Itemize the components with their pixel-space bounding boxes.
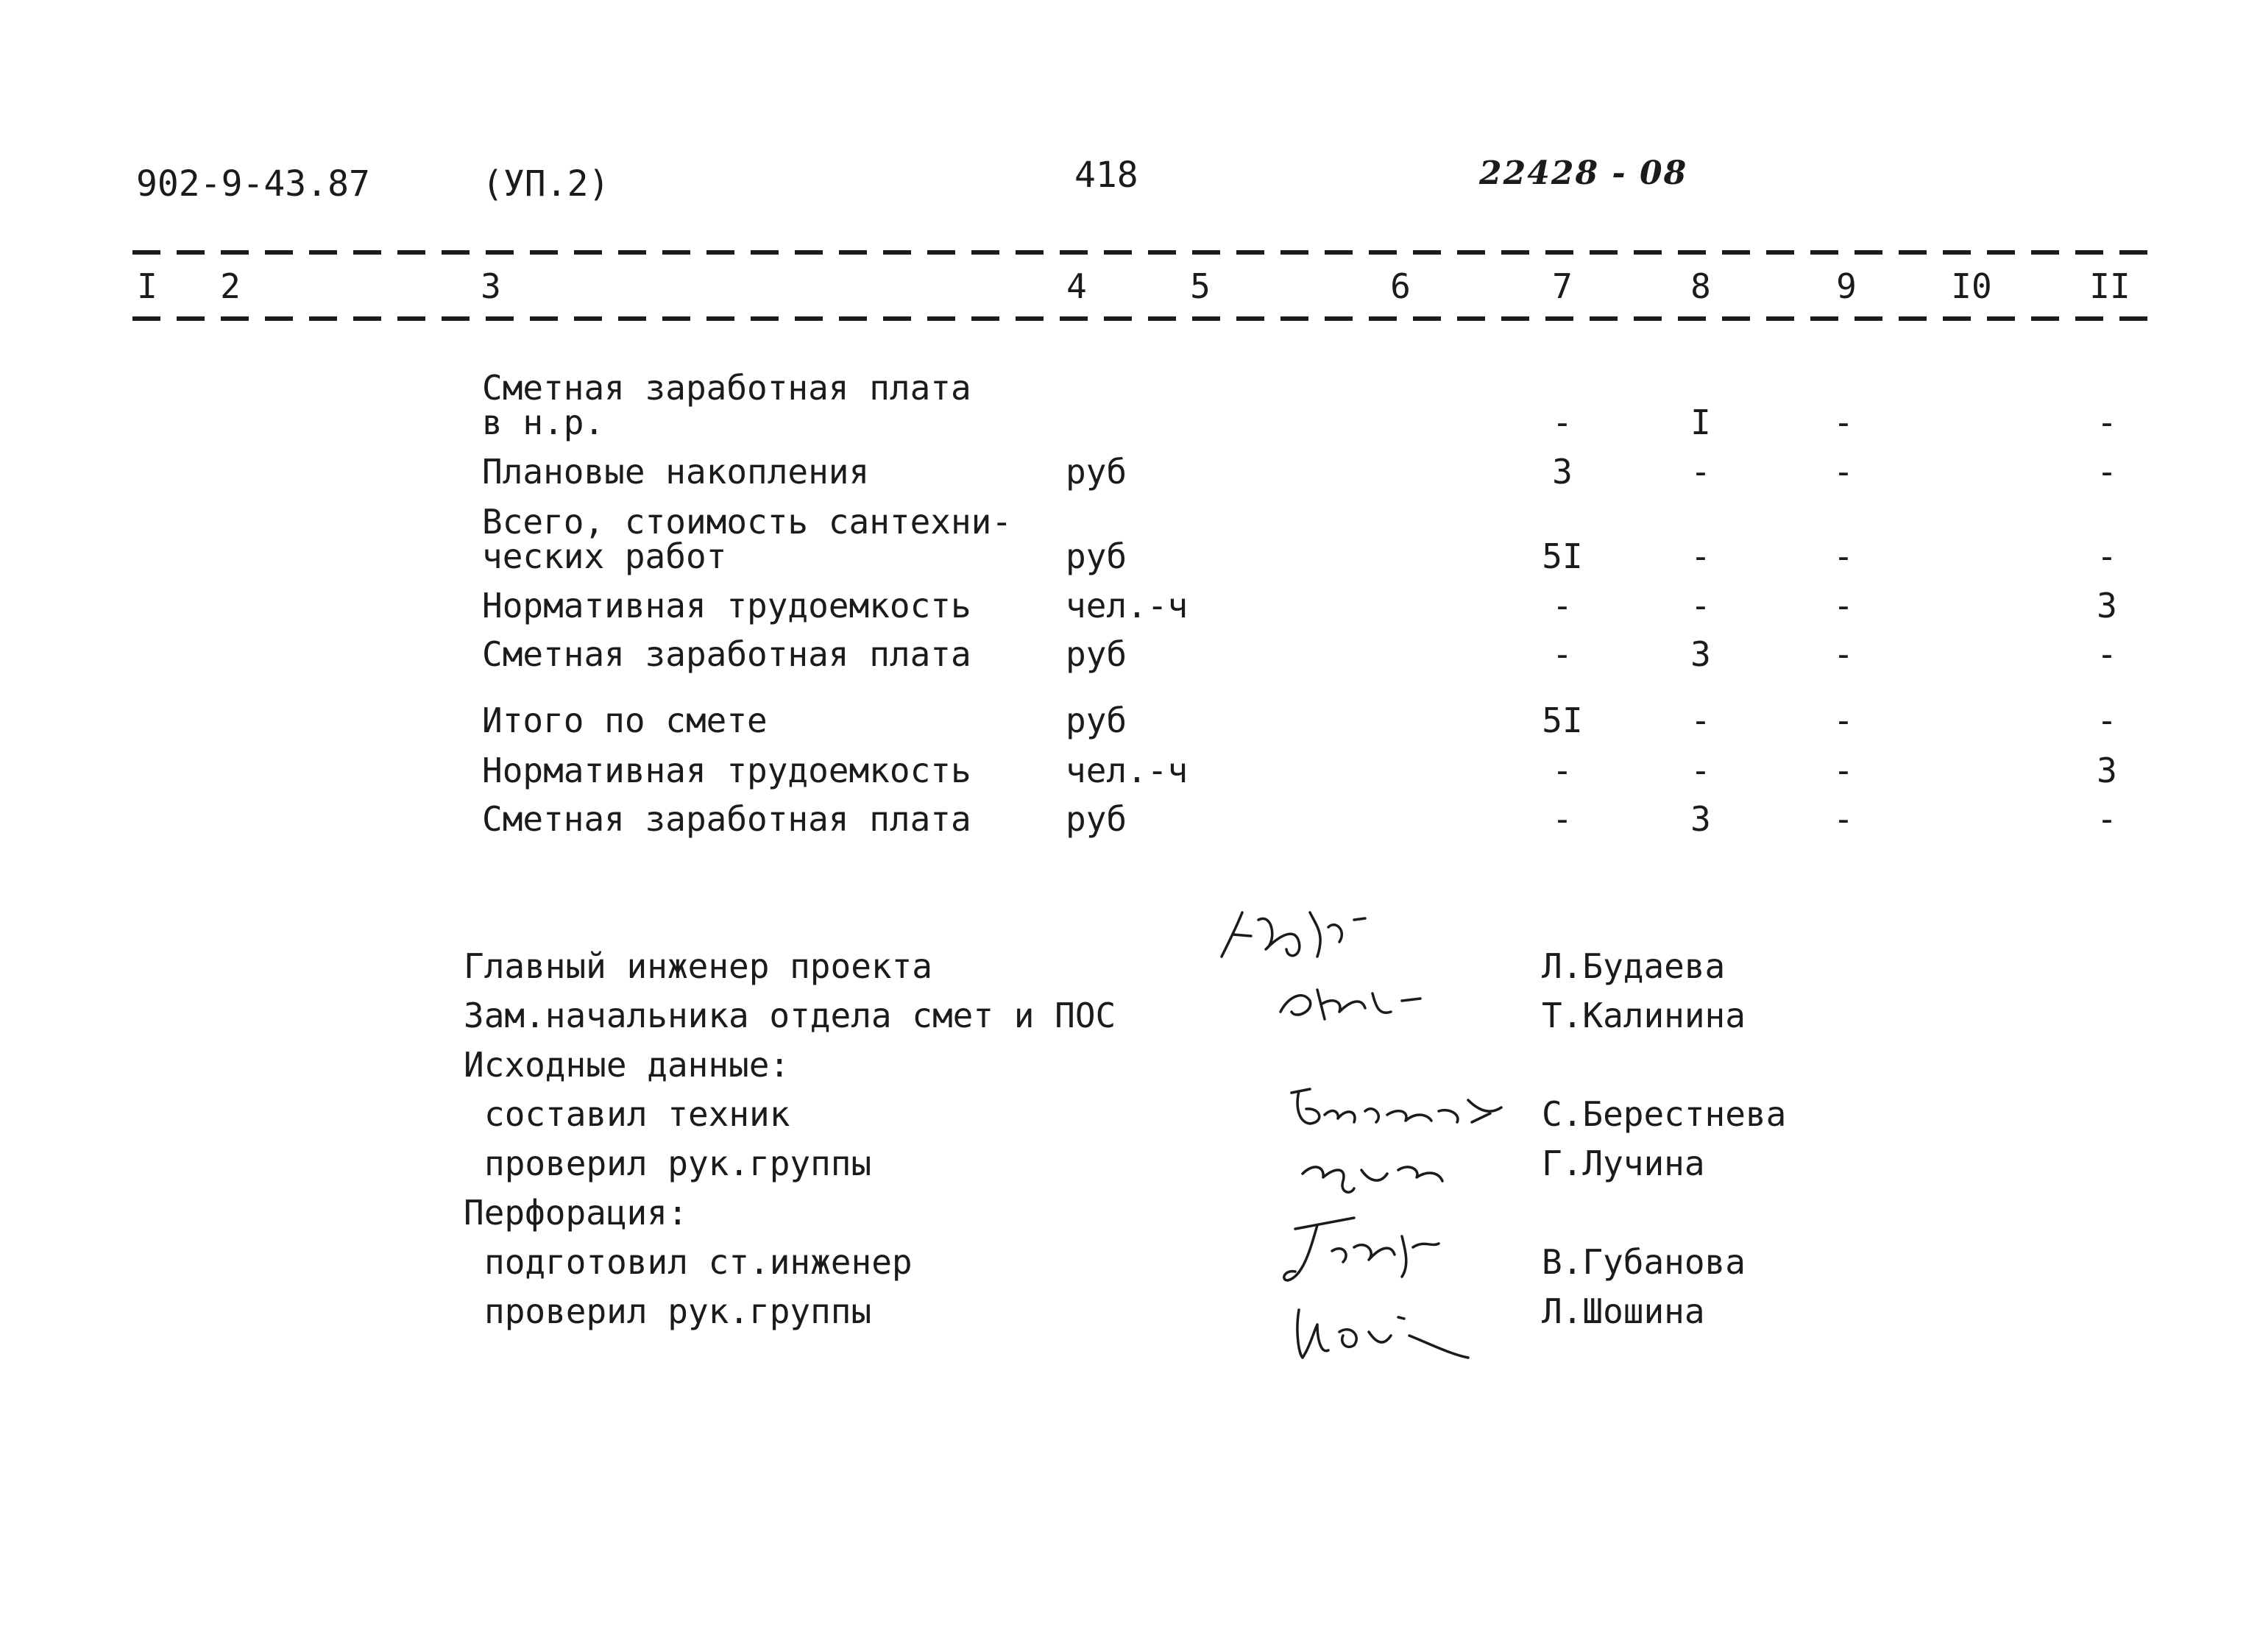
row-name: Нормативная трудоемкость [482, 586, 971, 625]
cell-col9: - [1833, 403, 1854, 442]
signatory-name: В.Губанова [1542, 1242, 1746, 1282]
handwritten-signature-luchina [1295, 1137, 1457, 1203]
signatory-name: Л.Шошина [1542, 1291, 1705, 1331]
handwritten-signature-budaeva [1207, 890, 1398, 979]
signatory-name: Т.Калинина [1542, 996, 1746, 1035]
row-unit: руб [1066, 634, 1127, 674]
column-number: 6 [1390, 266, 1411, 306]
signatory-name: Л.Будаева [1542, 946, 1726, 986]
cell-col9: - [1833, 701, 1854, 740]
cell-col9: - [1833, 536, 1854, 576]
cell-col7: - [1552, 403, 1573, 442]
column-number: II [2089, 266, 2130, 306]
signature-role: подготовил ст.инженер [484, 1242, 913, 1282]
cell-col11: - [2097, 799, 2117, 839]
section-label: Перфорация: [464, 1193, 688, 1233]
row-unit: чел.-ч [1066, 586, 1189, 625]
column-number: I [137, 266, 157, 306]
document-code: 902-9-43.87 [136, 163, 370, 205]
column-number: 9 [1836, 266, 1857, 306]
handwritten-signature-gubanova [1273, 1207, 1479, 1302]
cell-col11: - [2097, 452, 2117, 492]
cell-col7: 3 [1552, 452, 1573, 492]
cell-col9: - [1833, 799, 1854, 839]
row-name: Итого по смете [482, 701, 768, 740]
cell-col7: - [1552, 799, 1573, 839]
cell-col7: - [1552, 634, 1573, 674]
cell-col8: - [1690, 536, 1711, 576]
column-number: 8 [1690, 266, 1711, 306]
cell-col7: - [1552, 586, 1573, 625]
cell-col8: - [1690, 586, 1711, 625]
row-name: Плановые накопления [482, 452, 870, 492]
cell-col8: - [1690, 452, 1711, 492]
volume-label: (УП.2) [482, 163, 610, 205]
cell-col7: 5I [1542, 701, 1583, 740]
cell-col8: 3 [1690, 799, 1711, 839]
column-header-bottom-rule [132, 316, 2149, 321]
row-name: Сметная заработная плата [482, 634, 971, 674]
page-number: 418 [1074, 155, 1138, 196]
cell-col8: 3 [1690, 634, 1711, 674]
cell-col11: - [2097, 701, 2117, 740]
cell-col11: - [2097, 536, 2117, 576]
cell-col8: - [1690, 751, 1711, 790]
cell-col9: - [1833, 452, 1854, 492]
signature-role: составил техник [484, 1094, 790, 1134]
cell-col7: - [1552, 751, 1573, 790]
handwritten-number: 22428 - 08 [1479, 155, 1688, 192]
handwritten-signature-shoshina [1288, 1295, 1479, 1369]
signature-role: Зам.начальника отдела смет и ПОС [464, 996, 1116, 1035]
signatory-name: С.Берестнева [1542, 1094, 1787, 1134]
cell-col7: 5I [1542, 536, 1583, 576]
cell-col8: - [1690, 701, 1711, 740]
signatory-name: Г.Лучина [1542, 1144, 1705, 1183]
row-name-continued: в н.р. [482, 403, 605, 442]
row-name-continued: ческих работ [482, 536, 727, 576]
column-number: 4 [1066, 266, 1087, 306]
row-unit: руб [1066, 799, 1127, 839]
cell-col8: I [1690, 403, 1711, 442]
row-unit: чел.-ч [1066, 751, 1189, 790]
signature-role: проверил рук.группы [484, 1144, 872, 1183]
column-number: I0 [1951, 266, 1992, 306]
row-name: Нормативная трудоемкость [482, 751, 971, 790]
column-number: 2 [220, 266, 241, 306]
signature-role: Главный инженер проекта [464, 946, 932, 986]
row-name: Всего, стоимость сантехни- [482, 502, 1013, 542]
cell-col11: 3 [2097, 586, 2117, 625]
row-name: Сметная заработная плата [482, 368, 971, 408]
row-unit: руб [1066, 701, 1127, 740]
cell-col9: - [1833, 586, 1854, 625]
cell-col9: - [1833, 634, 1854, 674]
cell-col11: 3 [2097, 751, 2117, 790]
handwritten-signature-berestneva [1280, 1078, 1516, 1144]
column-number: 3 [481, 266, 501, 306]
cell-col11: - [2097, 634, 2117, 674]
row-name: Сметная заработная плата [482, 799, 971, 839]
row-unit: руб [1066, 452, 1127, 492]
row-unit: руб [1066, 536, 1127, 576]
cell-col11: - [2097, 403, 2117, 442]
column-number: 5 [1190, 266, 1211, 306]
cell-col9: - [1833, 751, 1854, 790]
signature-role: проверил рук.группы [484, 1291, 872, 1331]
column-header-top-rule [132, 250, 2149, 255]
handwritten-signature-kalinina [1273, 968, 1450, 1034]
column-number: 7 [1552, 266, 1573, 306]
section-label: Исходные данные: [464, 1045, 790, 1085]
